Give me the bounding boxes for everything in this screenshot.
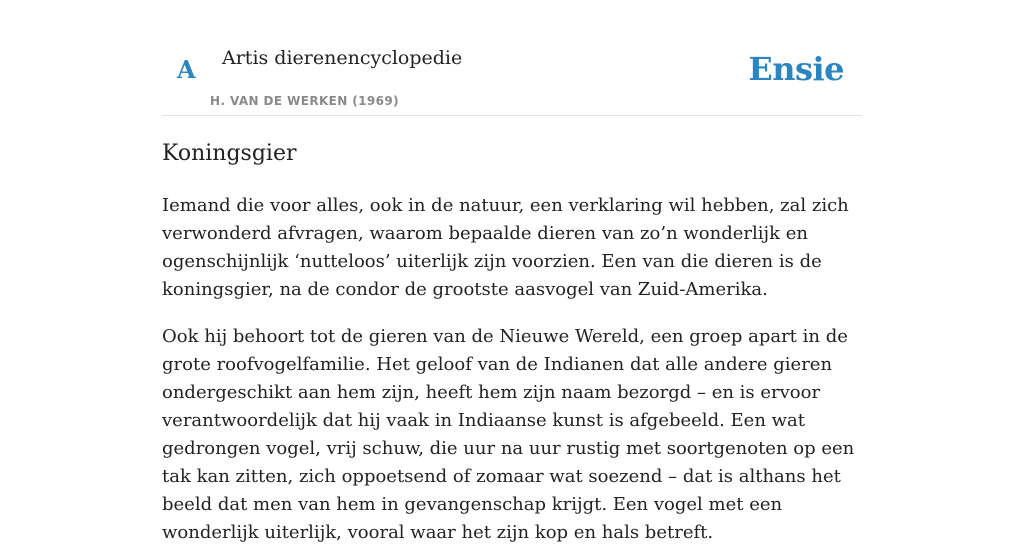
book-title-link[interactable]: Artis dierenencyclopedie [222, 47, 463, 69]
book-header [162, 0, 862, 116]
article-title: Koningsgier [162, 141, 297, 166]
book-letter-icon: A [177, 55, 196, 84]
article-paragraph: Iemand die voor alles, ook in de natuur, een verklaring wil hebben, zal zich verwonderd afvragen, waarom bepaalde dieren van zo’n wonderlijk en ogenschijnlijk ‘nutteloos’ uiterlijk zijn voorzien. Een van die dieren is de koningsgier, na de condor de grootste aasvogel van Zuid-Amerika. [162, 195, 849, 300]
book-author: H. VAN DE WERKEN (1969) [210, 94, 400, 108]
brand-logo-link[interactable]: Ensie [748, 50, 844, 88]
article-paragraph: Ook hij behoort tot de gieren van de Nieuwe Wereld, een groep apart in de grote roofvogelfamilie. Het geloof van de Indianen dat alle andere gieren ondergeschikt aan hem zijn, heeft hem zijn naam bezorgd – en is ervoor verantwoordelijk dat hij vaak in Indiaanse kunst is afgebeeld. Een wat gedrongen vogel, vrij schuw, die uur na uur rustig met soortgenoten op een tak kan zitten, zich oppoetsend of zomaar wat soezend – dat is althans het beeld dat men van hem in gevangenschap krijgt. Een vogel met een wonderlijk uiterlijk, vooral waar het zijn kop en hals betreft. [162, 326, 855, 543]
